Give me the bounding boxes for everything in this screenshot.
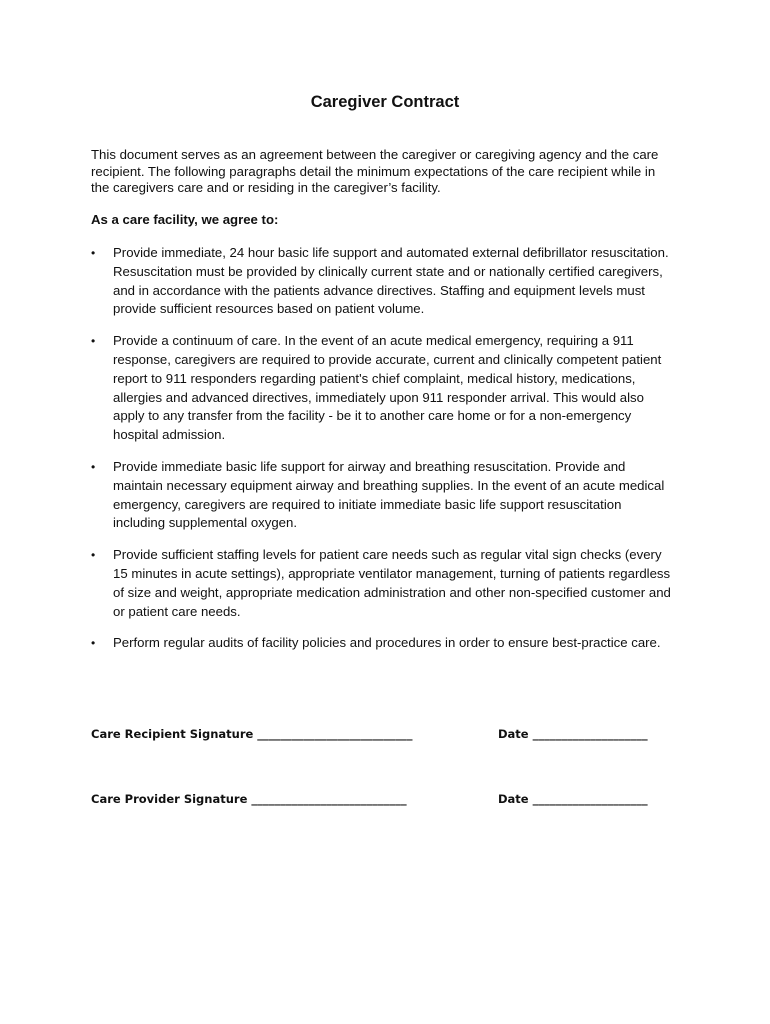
list-item <box>91 458 676 533</box>
bullet-icon: • <box>91 548 96 563</box>
agreement-subheading: As a care facility, we agree to: <box>91 212 279 227</box>
list-item <box>91 332 676 445</box>
list-item-text: Provide immediate, 24 hour basic life support and automated external defibrillator resuscitation. Resuscitation must be provided by clinically current state and or nationally certified caregivers, and in accordance with the patients advance directives. Staffing and equipment levels must provide sufficient resources based on patient volume. <box>113 245 669 317</box>
agreement-list <box>91 244 676 666</box>
recipient-signature-field[interactable]: Care Recipient Signature ___________________________ <box>91 727 413 741</box>
bullet-icon: • <box>91 459 96 474</box>
list-item-text: Provide a continuum of care. In the event of an acute medical emergency, requiring a 911 response, caregivers are required to provide accurate, current and clinically competent patient report to 911 responders regarding patient's chief complaint, medical history, medications, allergies and advanced directives, immediately upon 911 responder arrival. This would also apply to any transfer from the facility - be it to another care home or for a non-emergency hospital admission. <box>113 333 662 443</box>
list-item <box>91 546 676 621</box>
list-item-text: Perform regular audits of facility policies and procedures in order to ensure best-practice care. <box>113 635 661 651</box>
list-item-text: Provide sufficient staffing levels for patient care needs such as regular vital sign checks (every 15 minutes in acute settings), appropriate ventilator management, turning of patients regardless of size and weight, appropriate medication administration and other non-specified customer and or patient care needs. <box>113 547 671 619</box>
provider-date-field[interactable]: Date ____________________ <box>498 792 648 806</box>
bullet-icon: • <box>91 334 96 349</box>
list-item <box>91 244 676 319</box>
provider-signature-field[interactable]: Care Provider Signature ___________________________ <box>91 792 407 806</box>
recipient-date-field[interactable]: Date ____________________ <box>498 727 648 741</box>
bullet-icon: • <box>91 636 96 651</box>
intro-paragraph: This document serves as an agreement between the caregiver or caregiving agency and the care recipient. The following paragraphs detail the minimum expectations of the care recipient while in the caregivers care and or residing in the caregiver’s facility. <box>91 147 659 195</box>
list-item-text: Provide immediate basic life support for airway and breathing resuscitation. Provide and maintain necessary equipment airway and breathing supplies. In the event of an acute medical emergency, caregivers are required to initiate immediate basic life support resuscitation including supplemental oxygen. <box>113 458 665 531</box>
bullet-icon: • <box>91 246 96 260</box>
list-item <box>91 634 676 653</box>
page-title: Caregiver Contract <box>310 93 460 111</box>
